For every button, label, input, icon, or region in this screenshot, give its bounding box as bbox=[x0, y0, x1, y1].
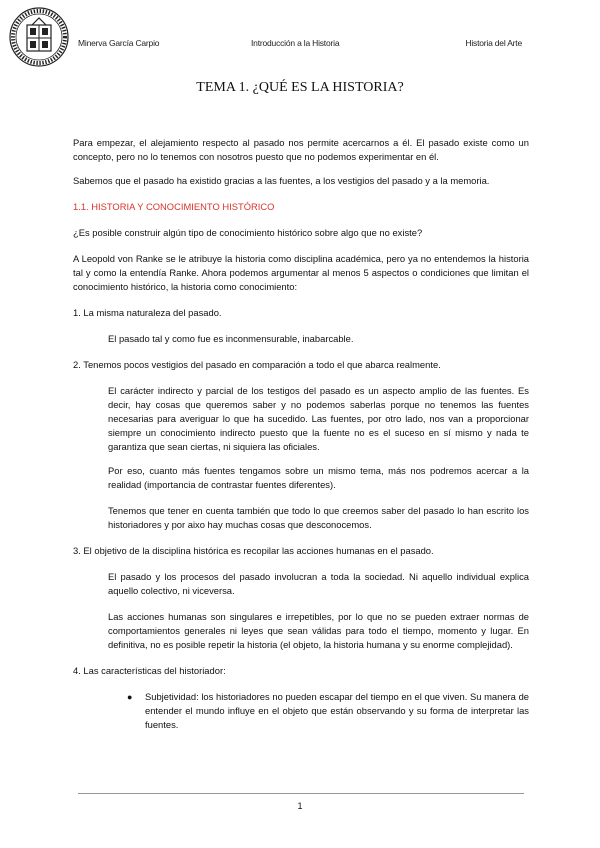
list-item-3: 3. El objetivo de la disciplina histórica es recopilar las acciones humanas en el pasado. bbox=[73, 545, 434, 556]
list-item-2: 2. Tenemos pocos vestigios del pasado en comparación a todo el que abarca realmente. bbox=[73, 359, 441, 370]
paragraph: A Leopold von Ranke se le atribuye la historia como disciplina académica, pero ya no entendemos la historia tal y como la entendía Ranke. Ahora podemos argumentar al menos 5 aspectos o condiciones que limitan el conocimiento histórico, la historia como conocimiento: bbox=[73, 253, 529, 292]
header-subject: Historia del Arte bbox=[465, 38, 522, 48]
page-title: TEMA 1. ¿QUÉ ES LA HISTORIA? bbox=[196, 80, 404, 95]
question: ¿Es posible construir algún tipo de conocimiento histórico sobre algo que no existe? bbox=[73, 227, 423, 238]
section-heading: 1.1. HISTORIA Y CONOCIMIENTO HISTÓRICO bbox=[73, 201, 275, 212]
list-item-1: 1. La misma naturaleza del pasado. bbox=[73, 307, 222, 318]
bullet-icon: ● bbox=[127, 692, 133, 702]
paragraph: Sabemos que el pasado ha existido gracias a las fuentes, a los vestigios del pasado y a la memoria. bbox=[73, 175, 490, 186]
list-item-2-detail: Por eso, cuanto más fuentes tengamos sobre un mismo tema, más nos podremos acercar a la realidad (importancia de contrastar fuentes diferentes). bbox=[108, 465, 529, 490]
header-course: Introducción a la Historia bbox=[251, 38, 340, 48]
list-item-3-detail: El pasado y los procesos del pasado involucran a toda la sociedad. Ni aquello individual explica aquello colectivo, ni viceversa. bbox=[108, 571, 529, 596]
list-item-2-detail: Tenemos que tener en cuenta también que todo lo que creemos saber del pasado lo han escrito los historiadores y por aixo hay muchas cosas que desconocemos. bbox=[108, 505, 529, 530]
footer-divider bbox=[78, 793, 524, 794]
list-item-4: 4. Las características del historiador: bbox=[73, 665, 226, 676]
bullet-item bbox=[127, 690, 529, 732]
document-body bbox=[73, 136, 529, 732]
university-seal-logo bbox=[8, 6, 70, 68]
list-item-1-detail: El pasado tal y como fue es inconmensurable, inabarcable. bbox=[108, 333, 354, 344]
paragraph: Para empezar, el alejamiento respecto al pasado nos permite acercarnos a él. El pasado existe como un concepto, pero no lo tenemos con nosotros puesto que no podemos experimentar en él. bbox=[73, 137, 529, 162]
header-author: Minerva García Carpio bbox=[78, 38, 160, 48]
bullet-text: Subjetividad: los historiadores no pueden escapar del tiempo en el que viven. Su manera de entender el mundo influye en el objeto que están observando y su forma de interpretar las fuentes. bbox=[145, 691, 529, 730]
list-item-2-detail: El carácter indirecto y parcial de los testigos del pasado es un aspecto amplio de las fuentes. Es decir, hay cosas que queremos saber y no podemos saberlas porque no tenemos las fuentes necesarias para averiguar lo que ha sucedido. Las fuentes, por otro lado, nos van a proporcionar siempre un conocimiento indirecto puesto que la fuente no es el suceso en sí mismo y nada te garantiza que sean ciertas, ni siquiera las oficiales. bbox=[108, 385, 529, 452]
page-number: 1 bbox=[297, 801, 303, 811]
list-item-3-detail: Las acciones humanas son singulares e irrepetibles, por lo que no se pueden extraer normas de comportamientos generales ni leyes que sean válidas para todo el tiempo, momento y lugar. En definitiva, no es posible repetir la historia (el objeto, la historia humana y su enorme complejidad). bbox=[108, 611, 529, 650]
